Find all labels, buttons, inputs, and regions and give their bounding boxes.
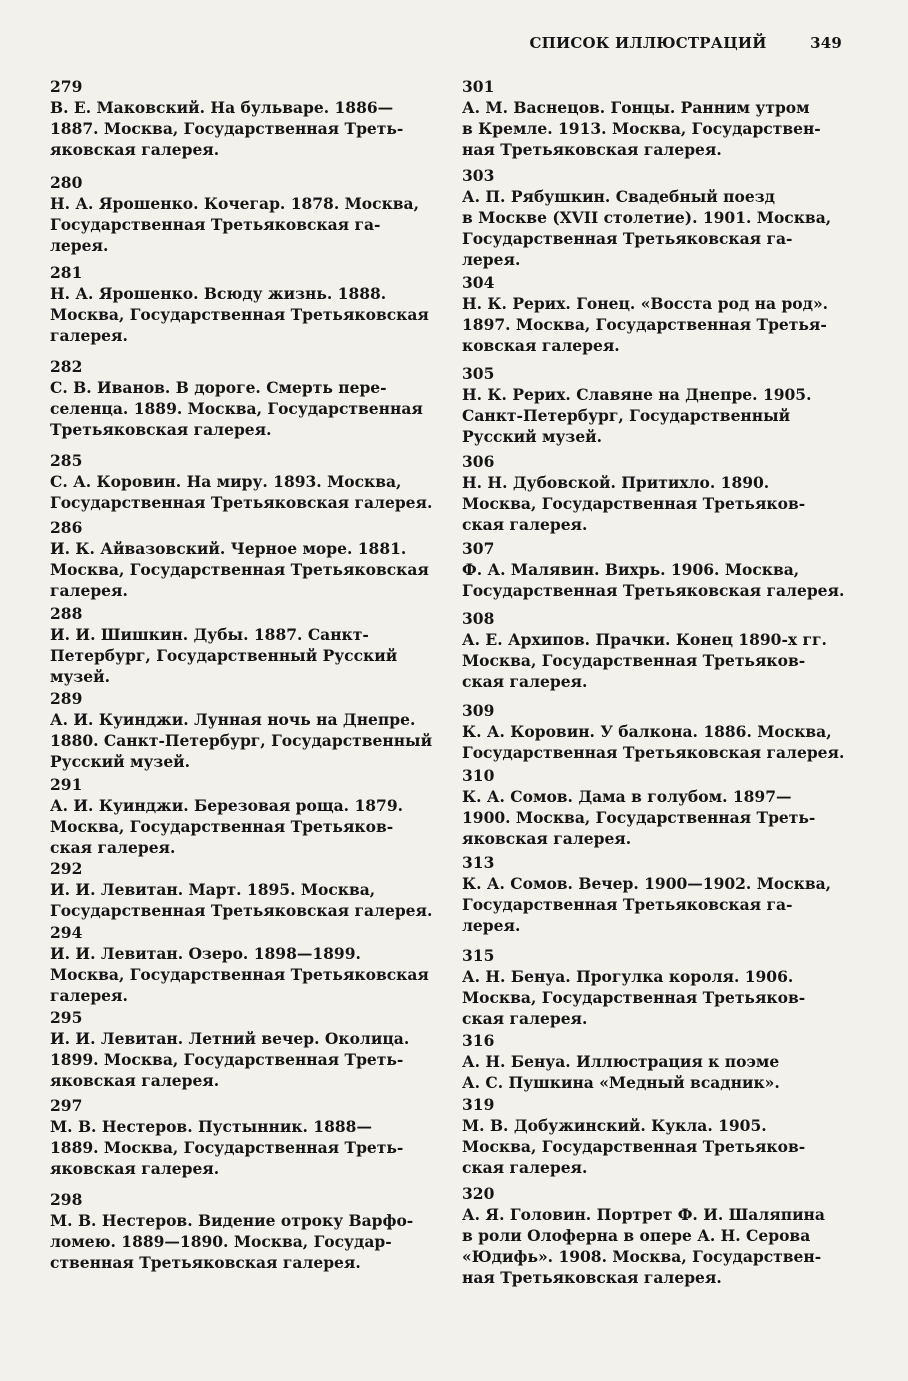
caption-line: галерея. [50, 326, 128, 345]
caption-line: Москва, Государственная Третьяков- [462, 494, 806, 513]
caption-line: яковская галерея. [50, 1159, 220, 1178]
left-column [50, 76, 445, 1273]
illustration-entry [50, 76, 445, 160]
caption-line: Государственная Третьяковская галерея. [50, 901, 433, 920]
caption-line: лерея. [462, 250, 521, 269]
illustration-number: 313 [462, 853, 495, 872]
illustration-entry [50, 517, 445, 601]
caption-line: ная Третьяковская галерея. [462, 140, 722, 159]
caption-line: А. М. Васнецов. Гонцы. Ранним утром [462, 98, 810, 117]
caption-line: Русский музей. [50, 752, 191, 771]
illustration-number: 294 [50, 923, 83, 942]
illustration-number: 292 [50, 859, 83, 878]
illustration-number: 303 [462, 166, 495, 185]
caption-line: Петербург, Государственный Русский [50, 646, 398, 665]
caption-line: 1889. Москва, Государственная Треть- [50, 1138, 404, 1157]
caption-line: Н. Н. Дубовской. Притихло. 1890. [462, 473, 770, 492]
caption-line: С. В. Иванов. В дороге. Смерть пере- [50, 378, 387, 397]
caption-line: Н. К. Рерих. Славяне на Днепре. 1905. [462, 385, 812, 404]
illustration-entry [50, 1189, 445, 1273]
caption-line: ственная Третьяковская галерея. [50, 1253, 361, 1272]
illustration-entry [462, 700, 852, 763]
illustration-number: 295 [50, 1008, 83, 1027]
illustration-number: 307 [462, 539, 495, 558]
caption-line: «Юдифь». 1908. Москва, Государствен- [462, 1247, 822, 1266]
caption-line: К. А. Сомов. Дама в голубом. 1897— [462, 787, 792, 806]
caption-line: 1899. Москва, Государственная Треть- [50, 1050, 404, 1069]
caption-line: Н. А. Ярошенко. Кочегар. 1878. Москва, [50, 194, 419, 213]
illustration-number: 286 [50, 518, 83, 537]
illustration-number: 310 [462, 766, 495, 785]
illustration-entry [462, 1030, 852, 1093]
caption-line: Н. К. Рерих. Гонец. «Восста род на род». [462, 294, 829, 313]
illustration-entry [50, 450, 445, 513]
caption-line: в роли Олоферна в опере А. Н. Серова [462, 1226, 811, 1245]
illustration-entry [462, 1183, 852, 1288]
caption-line: А. И. Куинджи. Березовая роща. 1879. [50, 796, 404, 815]
caption-line: 1887. Москва, Государственная Треть- [50, 119, 404, 138]
illustration-entry [50, 774, 445, 858]
caption-line: ская галерея. [50, 838, 176, 857]
caption-line: М. В. Нестеров. Видение отроку Варфо- [50, 1211, 414, 1230]
caption-line: А. И. Куинджи. Лунная ночь на Днепре. [50, 710, 416, 729]
running-head [529, 34, 842, 52]
caption-line: ковская галерея. [462, 336, 620, 355]
illustration-entry [462, 538, 852, 601]
illustration-entry [462, 76, 852, 160]
illustration-number: 282 [50, 357, 83, 376]
caption-line: С. А. Коровин. На миру. 1893. Москва, [50, 472, 402, 491]
illustration-entry [50, 1007, 445, 1091]
caption-line: ская галерея. [462, 515, 588, 534]
caption-line: 1900. Москва, Государственная Треть- [462, 808, 816, 827]
caption-line: галерея. [50, 581, 128, 600]
caption-line: галерея. [50, 986, 128, 1005]
illustration-number: 297 [50, 1096, 83, 1115]
caption-line: Государственная Третьяковская галерея. [462, 743, 845, 762]
illustration-number: 305 [462, 364, 495, 383]
illustration-number: 281 [50, 263, 83, 282]
illustration-entry [462, 451, 852, 535]
illustration-number: 280 [50, 173, 83, 192]
illustration-number: 304 [462, 273, 495, 292]
illustration-entry [50, 688, 445, 772]
illustration-entry [462, 852, 852, 936]
caption-line: И. И. Левитан. Озеро. 1898—1899. [50, 944, 361, 963]
caption-line: селенца. 1889. Москва, Государственная [50, 399, 423, 418]
illustration-entry [462, 363, 852, 447]
caption-line: Государственная Третьяковская га- [462, 895, 793, 914]
illustration-entry [50, 858, 445, 921]
caption-line: лерея. [462, 916, 521, 935]
illustration-number: 288 [50, 604, 83, 623]
caption-line: И. И. Левитан. Летний вечер. Околица. [50, 1029, 410, 1048]
right-column [462, 76, 852, 1288]
illustration-entry [50, 1095, 445, 1179]
illustration-number: 291 [50, 775, 83, 794]
caption-line: ломею. 1889—1890. Москва, Государ- [50, 1232, 392, 1251]
caption-line: А. Я. Головин. Портрет Ф. И. Шаляпина [462, 1205, 825, 1224]
caption-line: В. Е. Маковский. На бульваре. 1886— [50, 98, 394, 117]
caption-line: А. С. Пушкина «Медный всадник». [462, 1073, 780, 1092]
caption-line: Государственная Третьяковская га- [50, 215, 381, 234]
caption-line: Государственная Третьяковская галерея. [462, 581, 845, 600]
caption-line: А. Е. Архипов. Прачки. Конец 1890-х гг. [462, 630, 827, 649]
illustration-entry [462, 945, 852, 1029]
caption-line: яковская галерея. [50, 140, 220, 159]
caption-line: Государственная Третьяковская га- [462, 229, 793, 248]
caption-line: музей. [50, 667, 111, 686]
caption-line: Москва, Государственная Третьяковская [50, 965, 429, 984]
caption-line: И. И. Шишкин. Дубы. 1887. Санкт- [50, 625, 369, 644]
illustration-number: 308 [462, 609, 495, 628]
caption-line: 1897. Москва, Государственная Третья- [462, 315, 827, 334]
caption-line: ская галерея. [462, 672, 588, 691]
caption-line: в Кремле. 1913. Москва, Государствен- [462, 119, 821, 138]
caption-line: лерея. [50, 236, 109, 255]
illustration-entry [50, 172, 445, 256]
illustration-entry [462, 1094, 852, 1178]
illustration-number: 309 [462, 701, 495, 720]
illustration-number: 285 [50, 451, 83, 470]
illustration-entry [462, 165, 852, 270]
illustration-number: 306 [462, 452, 495, 471]
illustration-entry [462, 765, 852, 849]
caption-line: Москва, Государственная Третьяков- [50, 817, 394, 836]
illustration-number: 289 [50, 689, 83, 708]
illustration-entry [50, 922, 445, 1006]
caption-line: 1880. Санкт-Петербург, Государственный [50, 731, 433, 750]
caption-line: М. В. Нестеров. Пустынник. 1888— [50, 1117, 372, 1136]
caption-line: Москва, Государственная Третьяков- [462, 1137, 806, 1156]
caption-line: Москва, Государственная Третьяков- [462, 988, 806, 1007]
illustration-entry [50, 603, 445, 687]
caption-line: ная Третьяковская галерея. [462, 1268, 722, 1287]
caption-line: Санкт-Петербург, Государственный [462, 406, 791, 425]
illustration-number: 301 [462, 77, 495, 96]
caption-line: ская галерея. [462, 1158, 588, 1177]
caption-line: Русский музей. [462, 427, 603, 446]
caption-line: яковская галерея. [50, 1071, 220, 1090]
caption-line: Москва, Государственная Третьяковская [50, 305, 429, 324]
illustration-entry [462, 272, 852, 356]
caption-line: И. К. Айвазовский. Черное море. 1881. [50, 539, 407, 558]
caption-line: Государственная Третьяковская галерея. [50, 493, 433, 512]
illustration-number: 279 [50, 77, 83, 96]
caption-line: ская галерея. [462, 1009, 588, 1028]
caption-line: А. П. Рябушкин. Свадебный поезд [462, 187, 775, 206]
caption-line: Н. А. Ярошенко. Всюду жизнь. 1888. [50, 284, 387, 303]
caption-line: яковская галерея. [462, 829, 632, 848]
section-title: СПИСОК ИЛЛЮСТРАЦИЙ [529, 34, 767, 52]
caption-line: К. А. Сомов. Вечер. 1900—1902. Москва, [462, 874, 832, 893]
illustration-entry [50, 356, 445, 440]
illustration-number: 315 [462, 946, 495, 965]
illustration-number: 319 [462, 1095, 495, 1114]
illustration-entry [462, 608, 852, 692]
page-number: 349 [810, 34, 842, 52]
caption-line: Москва, Государственная Третьяков- [462, 651, 806, 670]
illustration-number: 298 [50, 1190, 83, 1209]
caption-line: К. А. Коровин. У балкона. 1886. Москва, [462, 722, 832, 741]
caption-line: в Москве (XVII столетие). 1901. Москва, [462, 208, 832, 227]
illustration-number: 320 [462, 1184, 495, 1203]
caption-line: А. Н. Бенуа. Прогулка короля. 1906. [462, 967, 794, 986]
illustration-entry [50, 262, 445, 346]
caption-line: А. Н. Бенуа. Иллюстрация к поэме [462, 1052, 780, 1071]
caption-line: Ф. А. Малявин. Вихрь. 1906. Москва, [462, 560, 800, 579]
caption-line: М. В. Добужинский. Кукла. 1905. [462, 1116, 767, 1135]
caption-line: Третьяковская галерея. [50, 420, 272, 439]
illustration-number: 316 [462, 1031, 495, 1050]
caption-line: И. И. Левитан. Март. 1895. Москва, [50, 880, 376, 899]
caption-line: Москва, Государственная Третьяковская [50, 560, 429, 579]
